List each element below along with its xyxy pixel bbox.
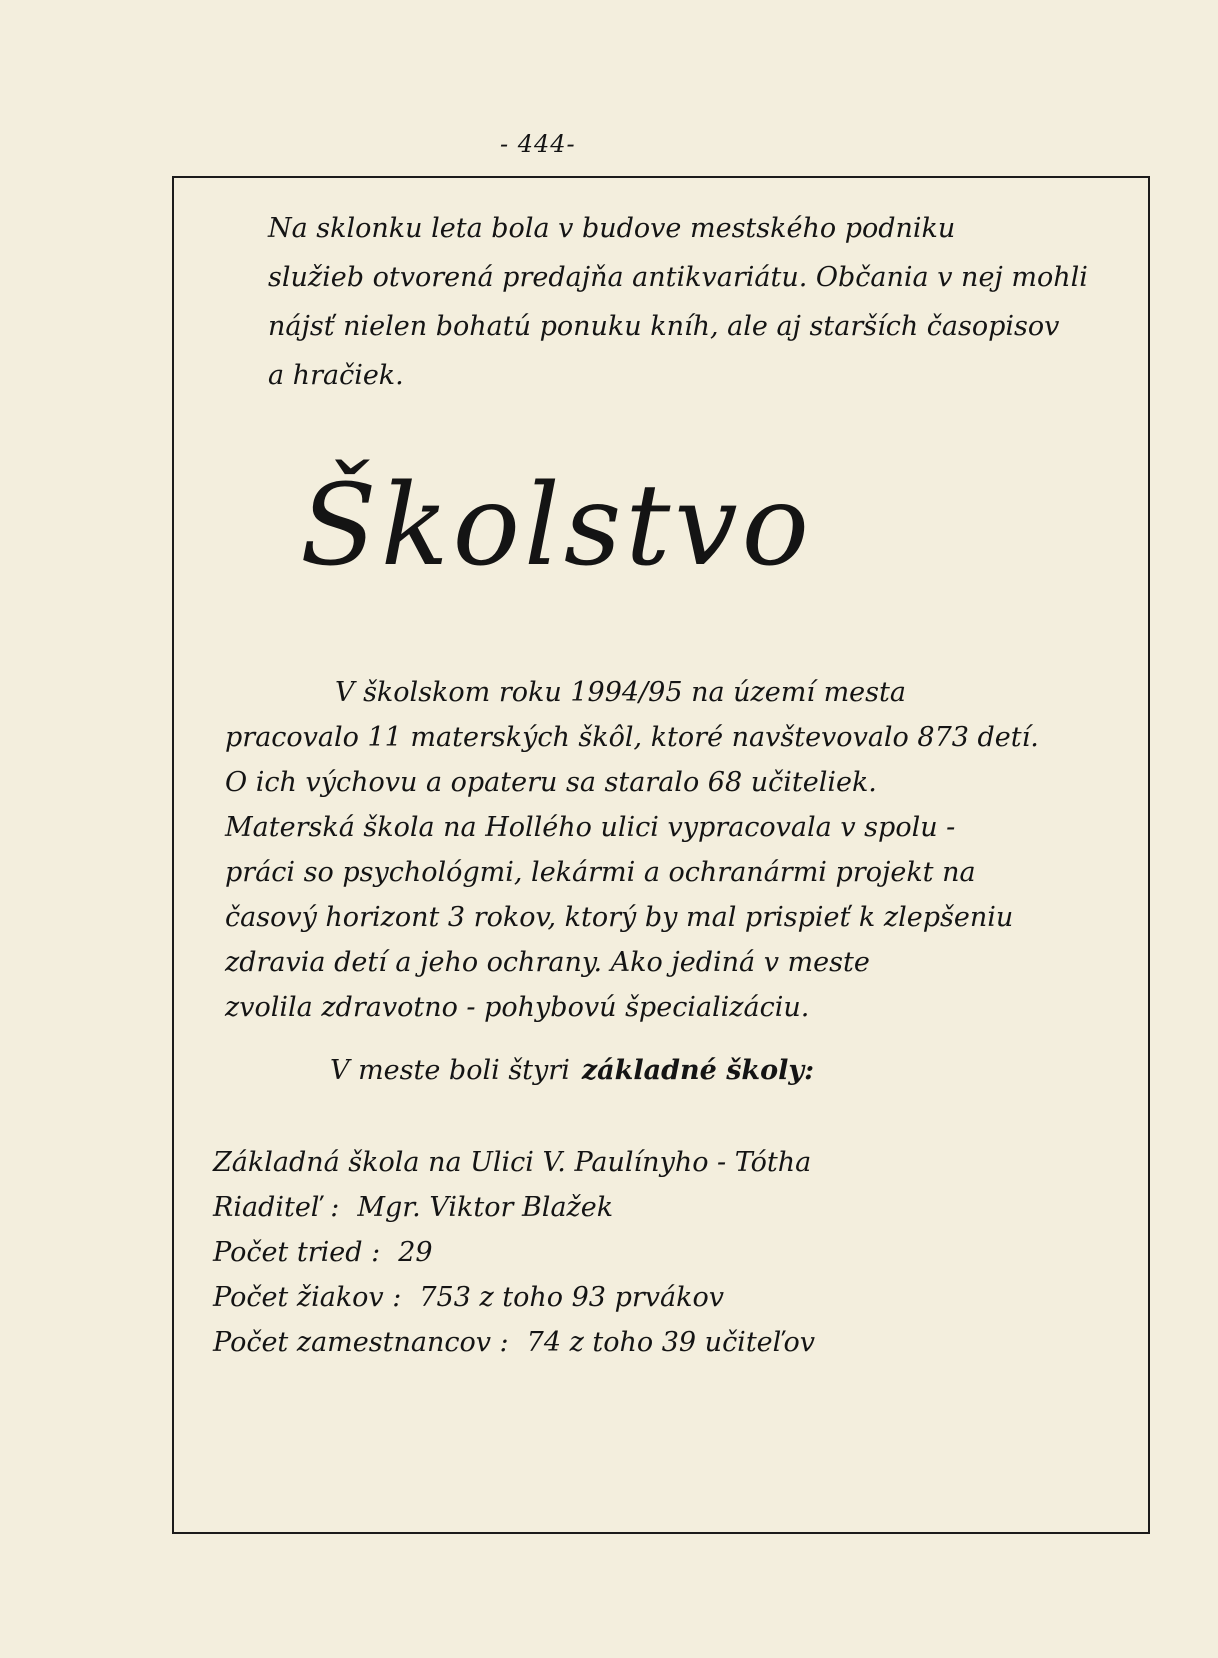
school-info-value: 74 z toho 39 učiteľov — [526, 1327, 815, 1358]
schools-intro-line — [330, 1055, 814, 1086]
intro-line: služieb otvorená predajňa antikvariátu. Občania v nej mohli — [268, 262, 1088, 293]
school-info-row — [213, 1320, 829, 1365]
intro-line: Na sklonku leta bola v budove mestského podniku — [268, 213, 956, 244]
school-info-row — [213, 1230, 829, 1275]
paragraph-line: práci so psychológmi, lekármi a ochranármi projekt na — [225, 857, 976, 888]
intro-paragraph — [268, 204, 1088, 400]
paragraph-line: časový horizont 3 rokov, ktorý by mal prispieť k zlepšeniu — [225, 902, 1014, 933]
paragraph-line: pracovalo 11 materských škôl, ktoré navštevovalo 873 detí. — [225, 722, 1039, 753]
school-info-label: Základná škola na Ulici V. Paulínyho - Tótha — [213, 1147, 812, 1178]
school-info-label: Počet zamestnancov : — [213, 1327, 509, 1358]
intro-line: a hračiek. — [268, 360, 404, 391]
paragraph-line: Materská škola na Hollého ulici vypracovala v spolu - — [225, 812, 956, 843]
schools-intro-emphasis: základné školy: — [581, 1055, 815, 1086]
school-info-label: Riaditeľ : — [213, 1192, 340, 1223]
page-number: - 444- — [500, 130, 576, 158]
paragraph-line: zdravia detí a jeho ochrany. Ako jediná v meste — [225, 947, 870, 978]
school-info-row — [213, 1185, 829, 1230]
paragraph-line: zvolila zdravotno - pohybovú špecializáciu. — [225, 992, 810, 1023]
school-info-value: Mgr. Viktor Blažek — [357, 1192, 614, 1223]
school-info-label: Počet žiakov : — [213, 1282, 402, 1313]
school-info-row — [213, 1275, 829, 1320]
school-info-list — [213, 1140, 829, 1365]
paragraph-line: O ich výchovu a opateru sa staralo 68 učiteliek. — [225, 767, 877, 798]
paragraph-line: V školskom roku 1994/95 na území mesta — [335, 677, 906, 708]
schools-intro-text: V meste boli štyri — [330, 1055, 570, 1086]
intro-line: nájsť nielen bohatú ponuku kníh, ale aj starších časopisov — [268, 311, 1060, 342]
school-info-row — [213, 1140, 829, 1185]
school-info-value: 753 z toho 93 prvákov — [419, 1282, 724, 1313]
school-info-label: Počet tried : — [213, 1237, 381, 1268]
section-heading: Školstvo — [300, 461, 814, 591]
education-paragraph — [225, 670, 1039, 1030]
school-info-value: 29 — [398, 1237, 433, 1268]
